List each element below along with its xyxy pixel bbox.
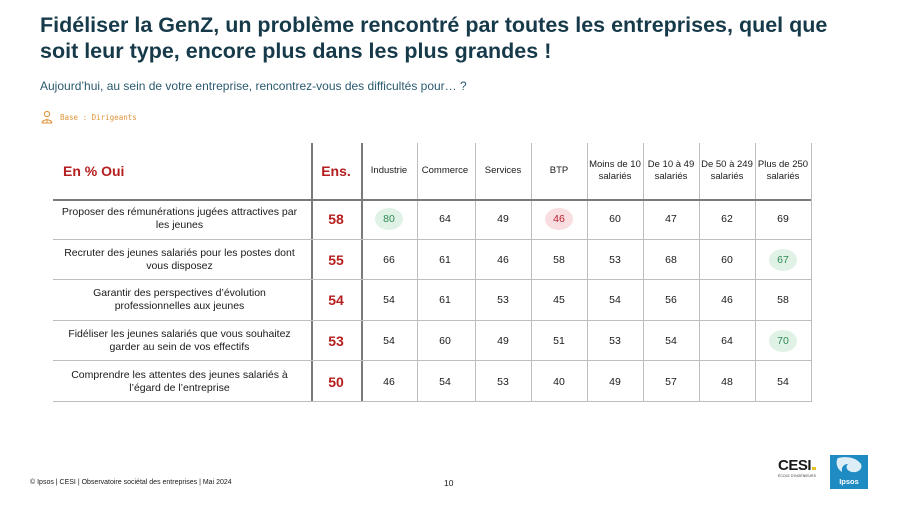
cesi-logo-tagline: ÉCOLE D’INGÉNIEURS — [778, 474, 816, 478]
table-cell — [643, 361, 699, 402]
column-header: BTP — [549, 165, 569, 176]
table-cell — [699, 240, 755, 281]
page-title: Fidéliser la GenZ, un problème rencontré par toutes les entreprises, quel que soit leur type, encore plus dans les plus grandes ! — [40, 13, 828, 63]
cell-value: 53 — [609, 335, 621, 348]
ipsos-logo — [830, 455, 868, 489]
question-subtitle: Aujourd’hui, au sein de votre entreprise, rencontrez-vous des difficultés pour… ? — [40, 79, 467, 93]
table-cell — [699, 321, 755, 362]
cell-value: 54 — [609, 294, 621, 307]
ens-value: 55 — [328, 251, 344, 268]
cell-value: 54 — [777, 375, 789, 388]
column-divider — [811, 143, 812, 402]
column-divider — [475, 143, 476, 402]
table-cell — [361, 361, 417, 402]
cell-value: 54 — [439, 375, 451, 388]
table-cell — [475, 199, 531, 240]
cell-value: 64 — [721, 335, 733, 348]
ens-value: 50 — [328, 373, 344, 390]
table-cell — [531, 240, 587, 281]
table-cell — [643, 321, 699, 362]
table-cell — [361, 240, 417, 281]
cell-value: 51 — [553, 335, 565, 348]
footer-source: © Ipsos | CESI | Observatoire sociétal des entreprises | Mai 2024 — [30, 479, 232, 486]
table-cell — [587, 361, 643, 402]
cell-value: 49 — [609, 375, 621, 388]
cell-value: 54 — [383, 294, 395, 307]
column-divider — [755, 143, 756, 402]
table-cell — [587, 280, 643, 321]
cell-value: 69 — [777, 213, 789, 226]
header-divider — [53, 199, 811, 201]
row-label: Proposer des rémunérations jugées attractives par les jeunes — [61, 206, 298, 232]
column-header: De 10 à 49 salariés — [647, 159, 695, 182]
cell-value: 54 — [383, 335, 395, 348]
cell-value: 57 — [665, 375, 677, 388]
table-cell — [643, 199, 699, 240]
row-label: Garantir des perspectives d’évolution professionnelles aux jeunes — [93, 287, 266, 313]
cell-value: 45 — [553, 294, 565, 307]
table-cell — [361, 321, 417, 362]
ens-column-header: Ens. — [321, 163, 351, 179]
person-icon — [40, 110, 54, 124]
table-cell — [531, 321, 587, 362]
cell-value: 49 — [497, 213, 509, 226]
base-note — [40, 109, 137, 125]
cell-value: 58 — [553, 253, 565, 266]
column-divider — [587, 143, 588, 402]
table-cell — [531, 361, 587, 402]
table-cell — [755, 240, 811, 281]
column-divider — [311, 143, 313, 402]
table-cell — [699, 199, 755, 240]
table-cell — [361, 199, 417, 240]
base-label: Base : Dirigeants — [60, 112, 137, 122]
cell-value: 47 — [665, 213, 677, 226]
cell-value: 48 — [721, 375, 733, 388]
table-cell — [531, 280, 587, 321]
table-cell — [755, 280, 811, 321]
column-divider — [643, 143, 644, 402]
cell-value: 64 — [439, 213, 451, 226]
cell-value: 53 — [497, 375, 509, 388]
cesi-logo-text: CESI — [778, 457, 812, 474]
table-cell — [361, 280, 417, 321]
ens-value: 54 — [328, 292, 344, 309]
highlighted-value: 80 — [375, 208, 403, 230]
cell-value: 53 — [609, 253, 621, 266]
cell-value: 54 — [665, 335, 677, 348]
row-divider — [53, 279, 811, 280]
cell-value: 46 — [721, 294, 733, 307]
highlighted-value: 46 — [545, 208, 573, 230]
column-header: Services — [484, 165, 522, 176]
highlighted-value: 67 — [769, 249, 797, 271]
row-divider — [53, 401, 811, 402]
column-header: Industrie — [370, 165, 408, 176]
column-divider — [417, 143, 418, 402]
table-cell — [475, 321, 531, 362]
table-cell — [643, 240, 699, 281]
table-cell — [475, 240, 531, 281]
table-cell — [417, 280, 473, 321]
cesi-logo — [778, 458, 824, 490]
ens-value: 58 — [328, 211, 344, 228]
page-number: 10 — [444, 478, 454, 488]
column-divider — [699, 143, 700, 402]
cell-value: 49 — [497, 335, 509, 348]
table-cell — [699, 280, 755, 321]
column-header: Moins de 10 salariés — [589, 159, 641, 182]
column-divider — [531, 143, 532, 402]
row-divider — [53, 360, 811, 361]
row-label: Recruter des jeunes salariés pour les postes dont vous disposez — [64, 246, 295, 272]
table-header-label: En % Oui — [63, 163, 125, 179]
column-header: Plus de 250 salariés — [757, 159, 809, 182]
cell-value: 40 — [553, 375, 565, 388]
table-cell — [417, 321, 473, 362]
row-label: Fidéliser les jeunes salariés que vous souhaitez garder au sein de vos effectifs — [68, 328, 291, 354]
cell-value: 60 — [439, 335, 451, 348]
table-cell — [587, 321, 643, 362]
ipsos-logo-text: Ipsos — [839, 477, 859, 486]
table-cell — [755, 199, 811, 240]
table-cell — [417, 361, 473, 402]
table-cell — [417, 240, 473, 281]
table-cell — [699, 361, 755, 402]
row-divider — [53, 239, 811, 240]
table-cell — [755, 361, 811, 402]
highlighted-value: 70 — [769, 330, 797, 352]
table-cell — [643, 280, 699, 321]
cell-value: 58 — [777, 294, 789, 307]
cell-value: 53 — [497, 294, 509, 307]
row-divider — [53, 320, 811, 321]
table-cell — [417, 199, 473, 240]
cell-value: 61 — [439, 253, 451, 266]
table-cell — [475, 361, 531, 402]
cell-value: 46 — [383, 375, 395, 388]
cell-value: 66 — [383, 253, 395, 266]
cell-value: 56 — [665, 294, 677, 307]
row-label: Comprendre les attentes des jeunes salariés à l’égard de l’entreprise — [71, 368, 288, 394]
column-header: De 50 à 249 salariés — [701, 159, 753, 182]
cell-value: 46 — [497, 253, 509, 266]
table-cell — [531, 199, 587, 240]
column-header: Commerce — [421, 165, 469, 176]
column-divider — [361, 143, 363, 402]
cell-value: 60 — [721, 253, 733, 266]
table-cell — [587, 240, 643, 281]
ens-value: 53 — [328, 333, 344, 350]
table-cell — [475, 280, 531, 321]
results-table — [53, 143, 811, 402]
table-cell — [587, 199, 643, 240]
cell-value: 68 — [665, 253, 677, 266]
cell-value: 61 — [439, 294, 451, 307]
table-cell — [755, 321, 811, 362]
cell-value: 60 — [609, 213, 621, 226]
cell-value: 62 — [721, 213, 733, 226]
